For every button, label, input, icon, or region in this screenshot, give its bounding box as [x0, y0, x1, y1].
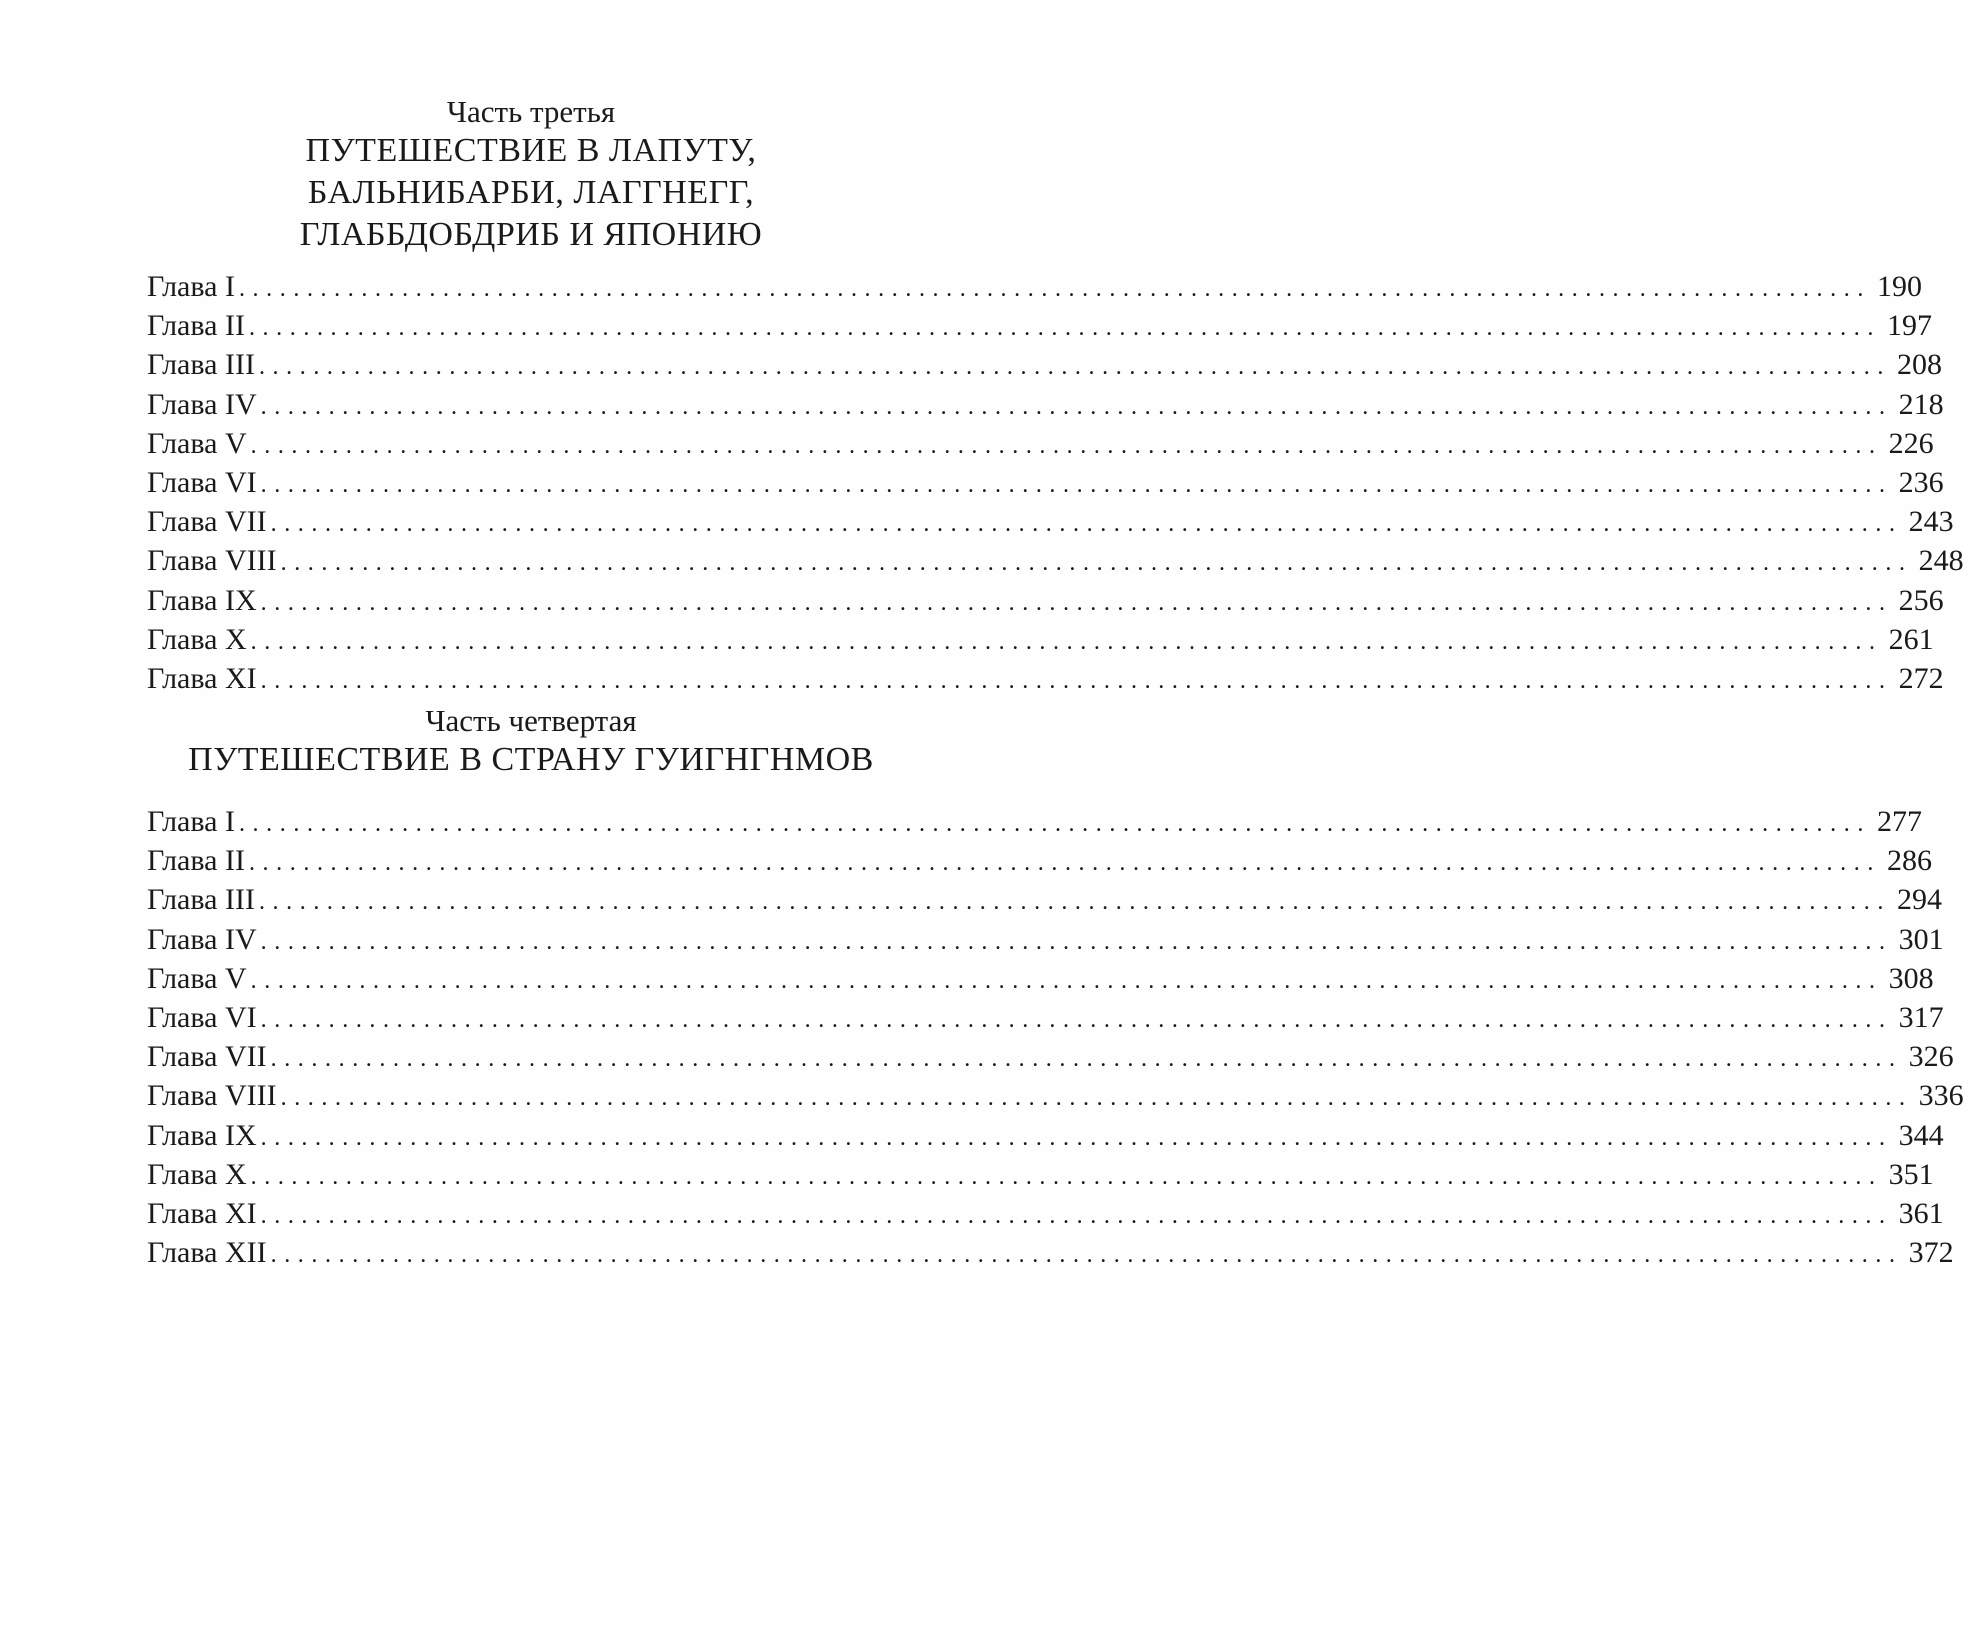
chapter-label: Глава VI [147, 465, 257, 499]
chapter-label: Глава VII [147, 505, 267, 539]
leader-dots: ........................................................................................................................ [280, 1085, 1913, 1112]
chapter-label: Глава III [147, 348, 255, 382]
page-number: 226 [1888, 426, 1934, 460]
page-number: 344 [1898, 1118, 1944, 1152]
toc-entry[interactable] [147, 841, 1932, 880]
toc-entry[interactable] [147, 659, 1944, 698]
page-number: 277 [1876, 805, 1922, 838]
leader-dots: ........................................................................................................................ [270, 1242, 1903, 1269]
leader-dots: ........................................................................................................................ [238, 811, 1871, 837]
leader-dots: ........................................................................................................................ [260, 471, 1893, 498]
page-number: 218 [1898, 387, 1944, 421]
chapter-label: Глава IV [147, 922, 257, 956]
toc-entry[interactable] [147, 463, 1944, 502]
page-number: 272 [1898, 661, 1944, 695]
chapter-label: Глава XI [147, 1196, 257, 1230]
page-number: 197 [1886, 309, 1932, 343]
chapter-label: Глава II [147, 844, 245, 878]
toc-entry[interactable] [147, 385, 1944, 424]
toc-entry[interactable] [147, 1037, 1954, 1076]
leader-dots: ........................................................................................................................ [260, 1006, 1893, 1033]
page-number: 372 [1908, 1236, 1954, 1270]
toc-entry[interactable] [147, 1194, 1944, 1233]
chapter-label: Глава XI [147, 661, 257, 695]
page-number: 308 [1888, 961, 1934, 995]
page-number: 190 [1876, 270, 1922, 303]
toc-entry[interactable] [147, 1155, 1934, 1194]
part-four-heading [147, 703, 915, 781]
chapter-label: Глава IV [147, 387, 257, 421]
leader-dots: ........................................................................................................................ [270, 511, 1903, 538]
toc-entry[interactable] [147, 802, 1922, 841]
part-four-chapter-list [147, 802, 1964, 1272]
toc-entry[interactable] [147, 541, 1964, 580]
page-number: 361 [1898, 1196, 1944, 1230]
page-number: 336 [1918, 1079, 1964, 1113]
leader-dots: ........................................................................................................................ [260, 589, 1893, 616]
leader-dots: ........................................................................................................................ [270, 1046, 1903, 1073]
toc-entry[interactable] [147, 920, 1944, 959]
toc-entry[interactable] [147, 306, 1932, 345]
toc-entry[interactable] [147, 1076, 1964, 1115]
page-number: 248 [1918, 544, 1964, 578]
leader-dots: ........................................................................................................................ [260, 928, 1893, 955]
toc-entry[interactable] [147, 1233, 1954, 1272]
chapter-label: Глава VII [147, 1040, 267, 1074]
chapter-label: Глава V [147, 961, 247, 995]
page-number: 243 [1908, 505, 1954, 539]
leader-dots: ........................................................................................................................ [280, 550, 1913, 577]
part-three-title: ПУТЕШЕСТВИЕ В ЛАПУТУ, БАЛЬНИБАРБИ, ЛАГГНЕГГ, ГЛАББДОБДРИБ И ЯПОНИЮ [299, 132, 763, 253]
page-number: 317 [1898, 1000, 1944, 1034]
chapter-label: Глава XII [147, 1236, 267, 1270]
leader-dots: ........................................................................................................................ [248, 315, 1881, 342]
leader-dots: ........................................................................................................................ [260, 1124, 1893, 1151]
leader-dots: ........................................................................................................................ [238, 276, 1871, 302]
leader-dots: ........................................................................................................................ [250, 967, 1883, 994]
toc-entry[interactable] [147, 1116, 1944, 1155]
toc-entry[interactable] [147, 267, 1922, 306]
chapter-label: Глава III [147, 883, 255, 917]
toc-entry[interactable] [147, 620, 1934, 659]
page-number: 256 [1898, 583, 1944, 617]
leader-dots: ........................................................................................................................ [258, 354, 1891, 381]
leader-dots: ........................................................................................................................ [260, 1202, 1893, 1229]
leader-dots: ........................................................................................................................ [250, 628, 1883, 655]
leader-dots: ........................................................................................................................ [250, 1163, 1883, 1190]
part-four-title: ПУТЕШЕСТВИЕ В СТРАНУ ГУИГНГНМОВ [188, 741, 874, 778]
part-three-heading [147, 94, 915, 256]
chapter-label: Глава IX [147, 583, 257, 617]
toc-entry[interactable] [147, 959, 1934, 998]
part-three-chapter-list [147, 267, 1964, 698]
chapter-label: Глава X [147, 1157, 247, 1191]
leader-dots: ........................................................................................................................ [248, 850, 1881, 877]
page-number: 351 [1888, 1157, 1934, 1191]
part-three-label: Часть третья [446, 94, 616, 129]
page-number: 301 [1898, 922, 1944, 956]
page-number: 294 [1896, 883, 1942, 917]
page-number: 286 [1886, 844, 1932, 878]
toc-entry[interactable] [147, 998, 1944, 1037]
chapter-label: Глава IX [147, 1118, 257, 1152]
chapter-label: Глава I [147, 270, 235, 303]
leader-dots: ........................................................................................................................ [250, 432, 1883, 459]
page-number: 208 [1896, 348, 1942, 382]
toc-entry[interactable] [147, 345, 1942, 384]
chapter-label: Глава VIII [147, 1079, 277, 1113]
toc-entry[interactable] [147, 502, 1954, 541]
page-number: 261 [1888, 622, 1934, 656]
toc-entry[interactable] [147, 880, 1942, 919]
leader-dots: ........................................................................................................................ [258, 889, 1891, 916]
leader-dots: ........................................................................................................................ [260, 393, 1893, 420]
chapter-label: Глава VIII [147, 544, 277, 578]
page-number: 326 [1908, 1040, 1954, 1074]
page-number: 236 [1898, 465, 1944, 499]
chapter-label: Глава VI [147, 1000, 257, 1034]
chapter-label: Глава X [147, 622, 247, 656]
toc-entry[interactable] [147, 581, 1944, 620]
chapter-label: Глава I [147, 805, 235, 838]
chapter-label: Глава V [147, 426, 247, 460]
leader-dots: ........................................................................................................................ [260, 667, 1893, 694]
part-four-label: Часть четвертая [425, 703, 637, 738]
toc-entry[interactable] [147, 424, 1934, 463]
chapter-label: Глава II [147, 309, 245, 343]
